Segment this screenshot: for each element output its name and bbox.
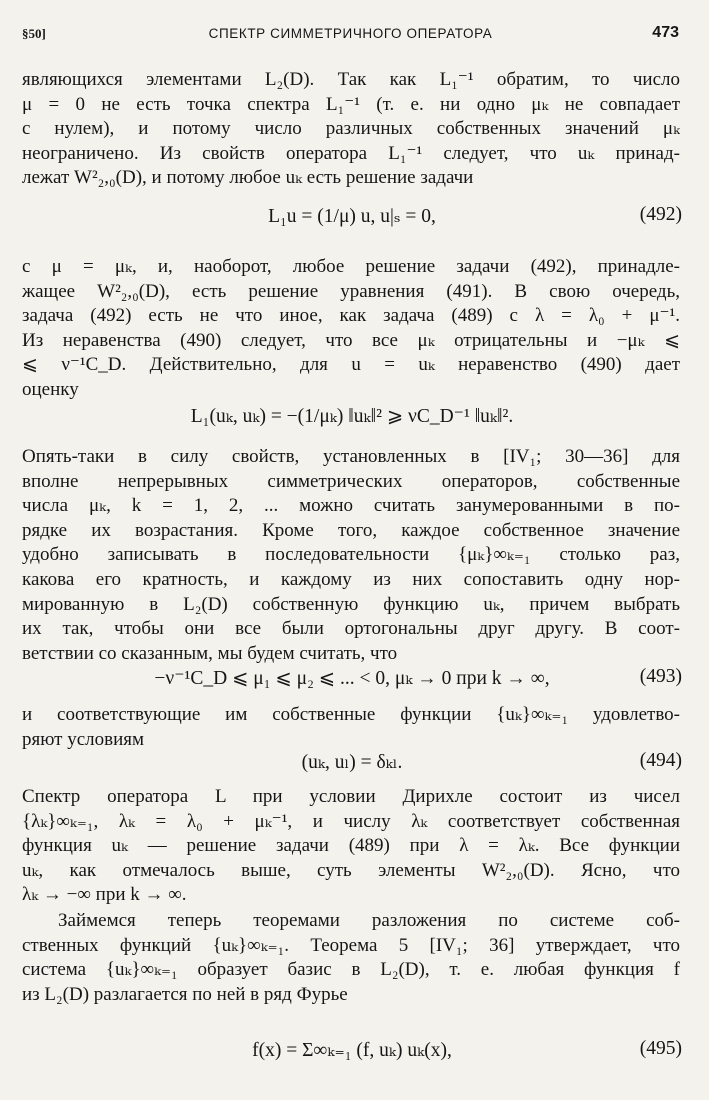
equation-495 xyxy=(22,1030,682,1070)
page-number: 473 xyxy=(652,24,679,41)
paragraph-2 xyxy=(22,255,680,403)
paragraph-3 xyxy=(22,445,680,666)
text-line: Из неравенства (490) следует, что все μₖ отрицательны и −μₖ ⩽ xyxy=(22,329,680,351)
text-line: являющихся элементами L₂(D). Так как L₁⁻¹ обратим, то число xyxy=(22,69,680,90)
text-line: оценку xyxy=(22,378,79,400)
text-line: λₖ → −∞ при k → ∞. xyxy=(22,884,187,906)
paragraph-5 xyxy=(22,785,680,908)
text-line: μ = 0 не есть точка спектра L₁⁻¹ (т. е. ни одно μₖ не совпадает xyxy=(22,93,680,115)
equation-body: L₁(uₖ, uₖ) = −(1/μₖ) ‖uₖ‖² ⩾ νC_D⁻¹ ‖uₖ‖². xyxy=(190,406,514,427)
text-line: жащее W²₂,₀(D), есть решение уравнения (491). В свою очередь, xyxy=(22,280,680,302)
text-line: их так, чтобы они все были ортогональны друг другу. В соот- xyxy=(22,618,680,640)
text-line: ряют условиям xyxy=(22,728,145,750)
equation-body: f(x) = Σ∞ₖ₌₁ (f, uₖ) uₖ(x), xyxy=(252,1040,452,1061)
paragraph-6 xyxy=(22,909,680,1007)
equation-body: (uₖ, uₗ) = δₖₗ. xyxy=(301,752,403,773)
equation-body: L₁u = (1/μ) u, u|ₛ = 0, xyxy=(268,206,436,227)
text-line: система {uₖ}∞ₖ₌₁ образует базис в L₂(D), т. е. любая функция f xyxy=(22,959,680,981)
text-line: какова его кратность, и каждому из них сопоставить одну нор- xyxy=(22,568,680,590)
text-line: Спектр оператора L при условии Дирихле состоит из чисел xyxy=(22,786,680,807)
text-line: ственных функций {uₖ}∞ₖ₌₁. Теорема 5 [IV₁; 36] утверждает, что xyxy=(22,934,680,956)
text-line: ⩽ ν⁻¹C_D. Действительно, для u = uₖ неравенство (490) дает xyxy=(22,354,680,376)
text-line: функция uₖ — решение задачи (489) при λ = λₖ. Все функции xyxy=(22,835,680,857)
text-line: неограничено. Из свойств оператора L₁⁻¹ следует, что uₖ принад- xyxy=(22,142,680,164)
text-line: с μ = μₖ, и, наоборот, любое решение задачи (492), принадле- xyxy=(22,256,680,277)
equation-number: (494) xyxy=(639,750,682,771)
equation-body: −ν⁻¹C_D ⩽ μ₁ ⩽ μ₂ ⩽ ... < 0, μₖ → 0 при k → ∞, xyxy=(154,668,550,689)
section-marker: §50] xyxy=(22,26,46,41)
running-header xyxy=(22,24,679,48)
equation-number: (495) xyxy=(639,1038,682,1059)
text-line: ветствии со сказанным, мы будем считать, что xyxy=(22,642,398,664)
text-line: {λₖ}∞ₖ₌₁, λₖ = λ₀ + μₖ⁻¹, и числу λₖ соответствует собственная xyxy=(22,810,680,832)
text-line: вполне непрерывных симметрических операторов, собственные xyxy=(22,470,680,492)
text-line: числа μₖ, k = 1, 2, ... можно считать занумерованными в по- xyxy=(22,495,680,517)
text-line: задача (492) есть не что иное, как задача (489) с λ = λ₀ + μ⁻¹. xyxy=(22,305,680,327)
text-line: с нулем), и потому число различных собственных значений μₖ xyxy=(22,118,680,140)
text-line: uₖ, как отмечалось выше, суть элементы W²₂,₀(D). Ясно, что xyxy=(22,859,680,881)
equation-493 xyxy=(22,658,682,698)
running-title: СПЕКТР СИММЕТРИЧНОГО ОПЕРАТОРА xyxy=(208,26,493,41)
estimate-equation xyxy=(22,396,682,436)
equation-494 xyxy=(22,742,682,782)
text-line: рядке их возрастания. Кроме того, каждое собственное значение xyxy=(22,519,680,541)
equation-number: (493) xyxy=(639,666,682,687)
equation-number: (492) xyxy=(639,204,682,225)
text-line: и соответствующие им собственные функции {uₖ}∞ₖ₌₁ удовлетво- xyxy=(22,704,680,725)
text-line: Опять-таки в силу свойств, установленных в [IV₁; 30—36] для xyxy=(22,446,680,467)
text-line: лежат W²₂,₀(D), и потому любое uₖ есть решение задачи xyxy=(22,167,474,189)
text-line: из L₂(D) разлагается по ней в ряд Фурье xyxy=(22,983,348,1005)
text-line: удобно записывать в последовательности {μₖ}∞ₖ₌₁ столько раз, xyxy=(22,544,680,566)
text-line: Займемся теперь теоремами разложения по системе соб- xyxy=(58,910,680,931)
text-line: мированную в L₂(D) собственную функцию uₖ, причем выбрать xyxy=(22,593,680,615)
equation-492 xyxy=(22,196,682,236)
paragraph-1 xyxy=(22,68,680,191)
